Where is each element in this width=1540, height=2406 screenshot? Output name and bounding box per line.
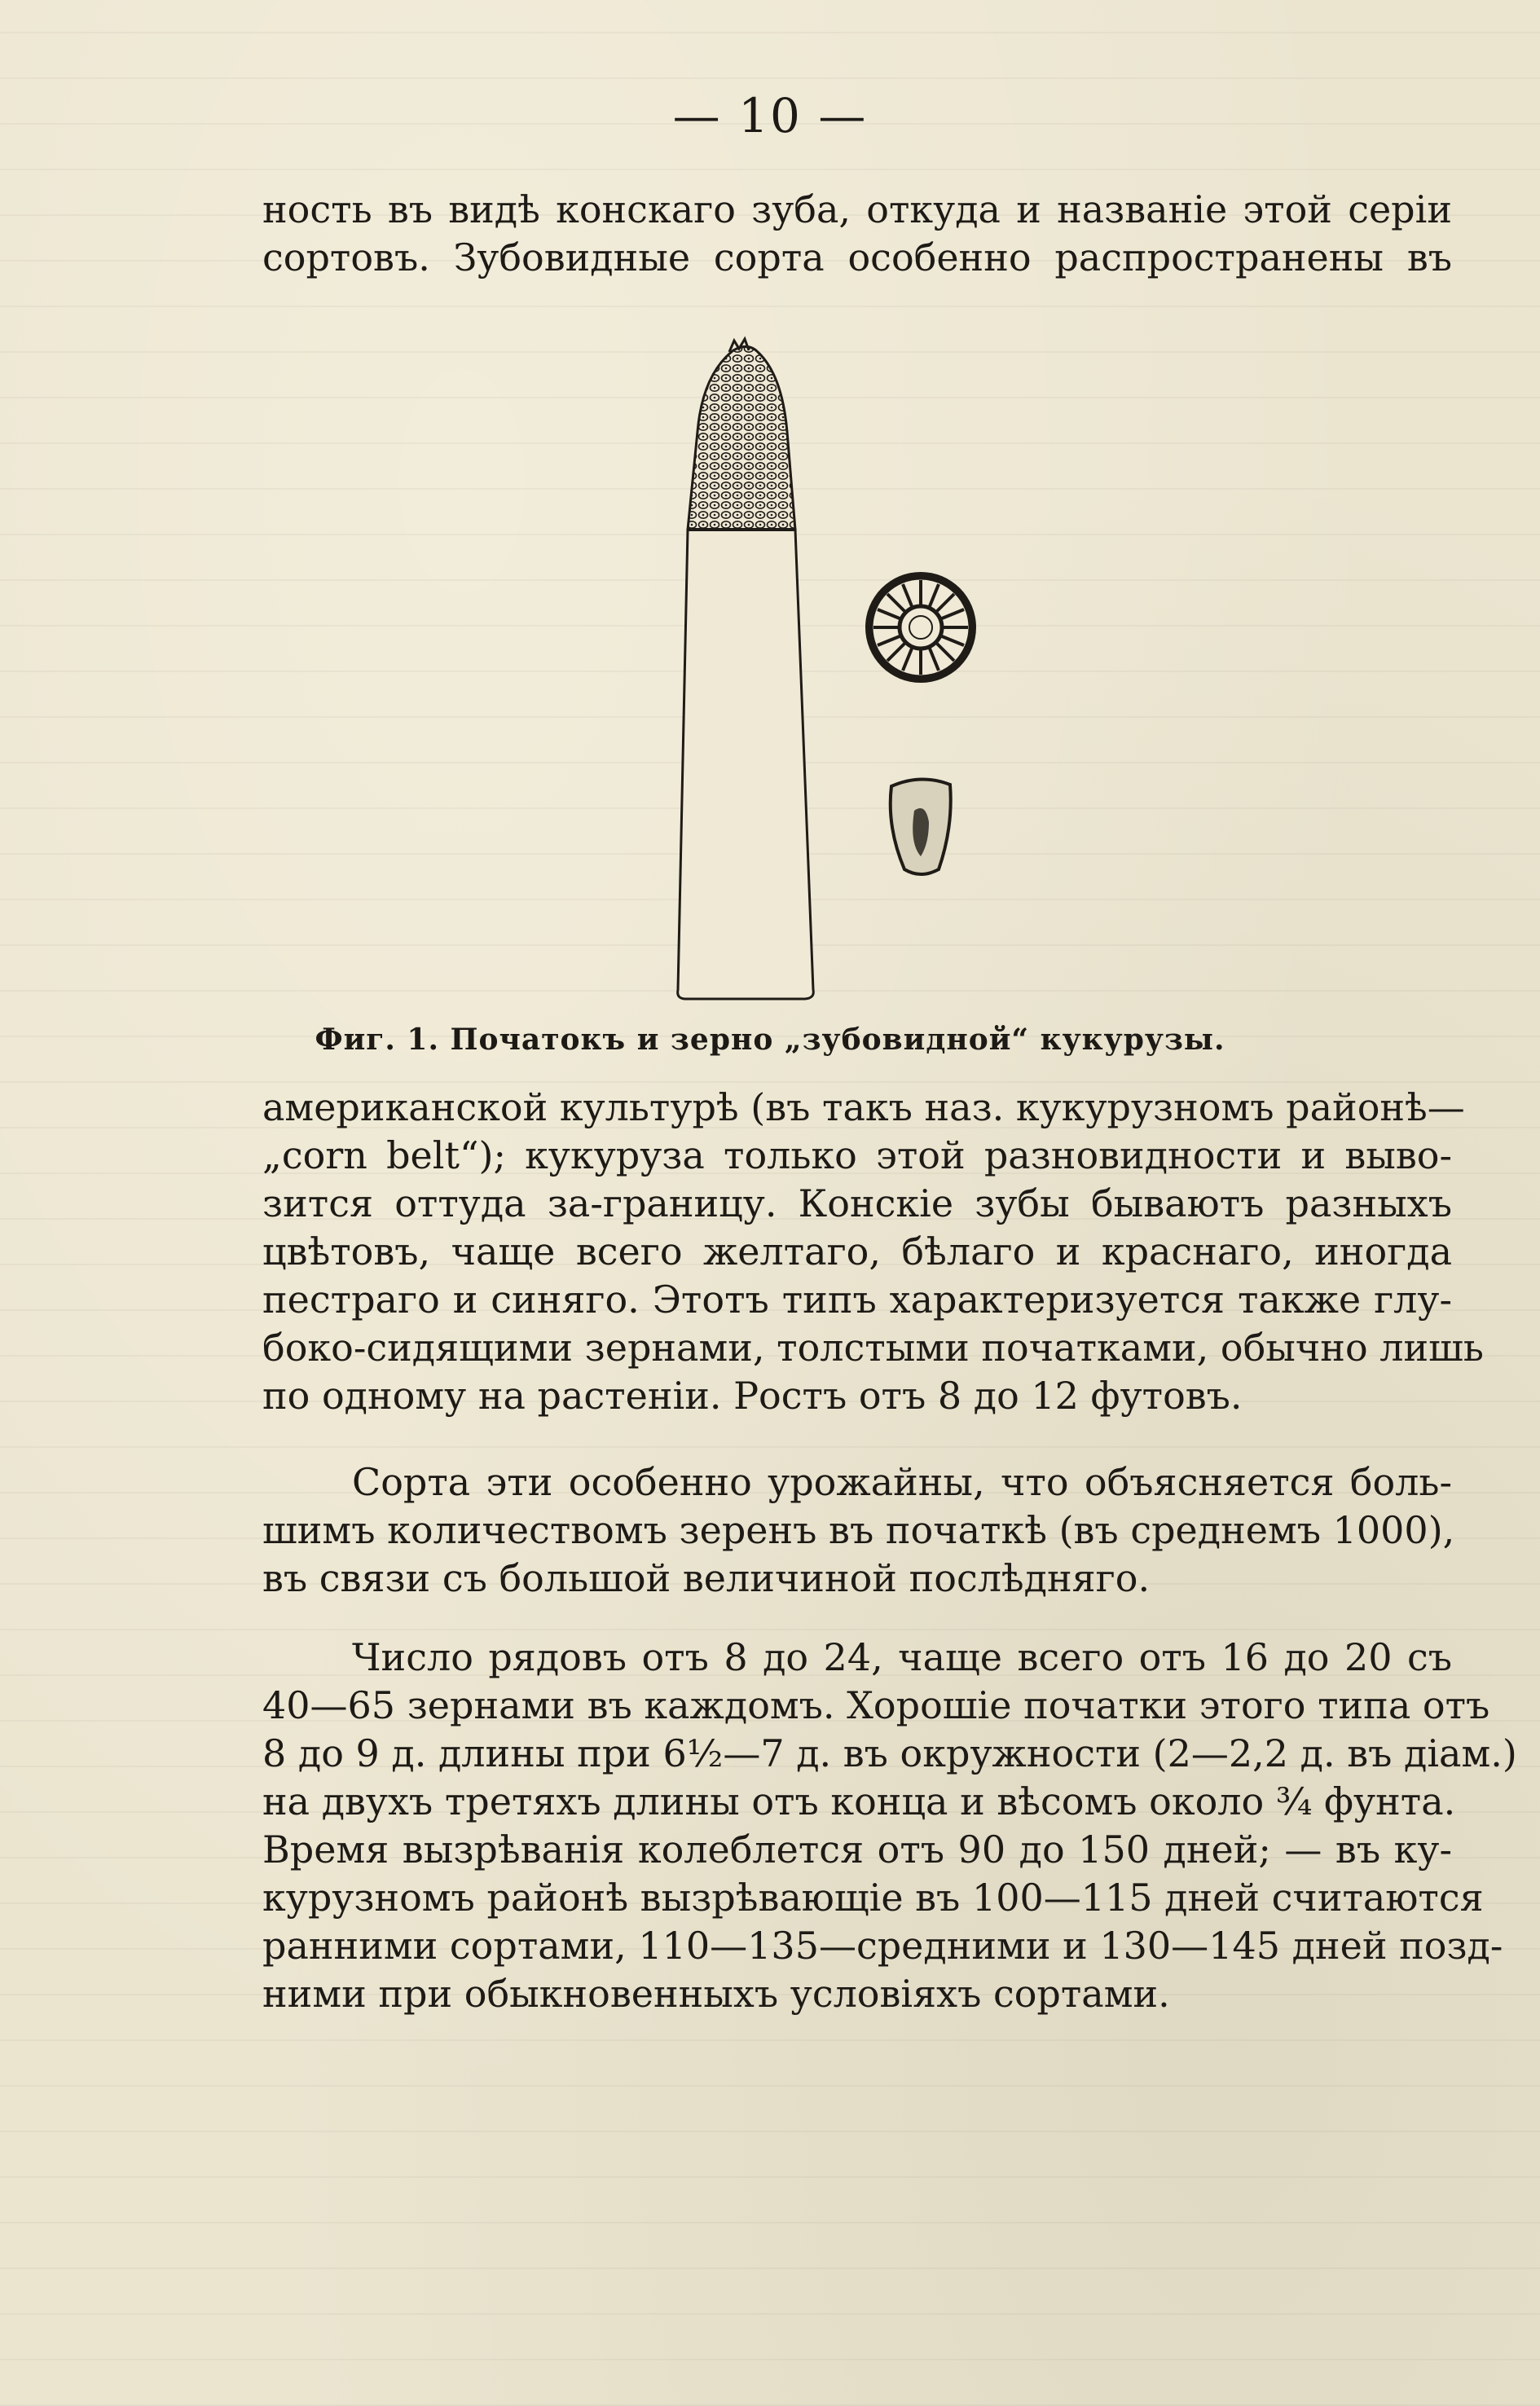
paragraph-2 (262, 1084, 1484, 1420)
text-line: сортовъ. Зубовидные сорта особенно распространены въ (262, 235, 1452, 279)
paragraph-top (262, 186, 1452, 282)
figure-caption: Фиг. 1. Початокъ и зерно „зубовидной“ кукурузы. (315, 1023, 1225, 1057)
text-line: на двухъ третяхъ длины отъ конца и вѣсомъ около ¾ фунта. (262, 1779, 1456, 1823)
text-line: ними при обыкновенныхъ условіяхъ сортами. (262, 1972, 1170, 2016)
text-line: 40—65 зернами въ каждомъ. Хорошіе початки этого типа отъ (262, 1683, 1490, 1727)
text-line: шимъ количествомъ зеренъ въ початкѣ (въ среднемъ 1000), (262, 1508, 1455, 1552)
page-number: — 10 — (672, 88, 868, 143)
text-line: американской культурѣ (въ такъ наз. кукурузномъ районѣ— (262, 1085, 1465, 1129)
text-line: зится оттуда за-границу. Конскіе зубы бываютъ разныхъ (262, 1181, 1452, 1225)
text-line: „corn belt“); кукуруза только этой разновидности и выво- (262, 1133, 1452, 1177)
text-line: ность въ видѣ конскаго зуба, откуда и названіе этой серіи (262, 187, 1452, 231)
paragraph-3 (262, 1458, 1455, 1603)
text-line: въ связи съ большой величиной послѣдняго. (262, 1556, 1151, 1600)
text-line: Сорта эти особенно урожайны, что объясняется боль- (352, 1460, 1452, 1504)
text-line: по одному на растеніи. Ростъ отъ 8 до 12 футовъ. (262, 1374, 1243, 1418)
paragraph-4 (262, 1634, 1517, 2018)
text-line: ранними сортами, 110—135—средними и 130—145 дней позд- (262, 1924, 1503, 1968)
single-kernel-illustration (891, 779, 951, 874)
text-line: пестраго и синяго. Этотъ типъ характеризуется также глу- (262, 1278, 1452, 1322)
text-line: 8 до 9 д. длины при 6½—7 д. въ окружности (2—2,2 д. въ діам.) (262, 1731, 1517, 1775)
text-line: курузномъ районѣ вызрѣвающіе въ 100—115 дней считаются (262, 1876, 1484, 1920)
text-line: цвѣтовъ, чаще всего желтаго, бѣлаго и краснаго, иногда (262, 1229, 1452, 1273)
text-line: Число рядовъ отъ 8 до 24, чаще всего отъ 16 до 20 съ (352, 1635, 1452, 1679)
corn-cob-illustration (678, 339, 814, 999)
cob-cross-section-illustration (865, 572, 976, 683)
corn-figure (652, 334, 994, 1010)
text-line: Время вызрѣванія колеблется отъ 90 до 150 дней; — въ ку- (262, 1828, 1452, 1872)
text-line: боко-сидящими зернами, толстыми початками, обычно лишь (262, 1326, 1484, 1370)
